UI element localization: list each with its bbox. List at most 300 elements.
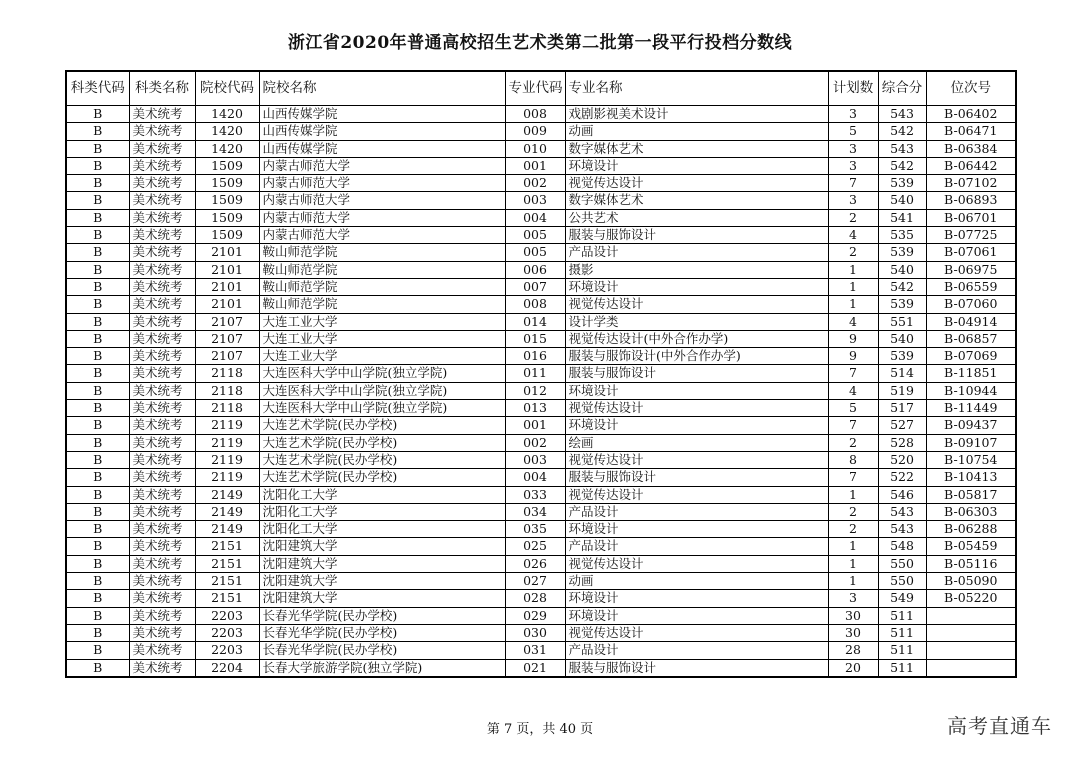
cell-rank-number: B-09107 (926, 434, 1016, 451)
cell-category-name: 美术统考 (129, 278, 195, 295)
cell-category-name: 美术统考 (129, 555, 195, 572)
cell-major-name: 产品设计 (565, 538, 828, 555)
cell-category-name: 美术统考 (129, 261, 195, 278)
cell-category-code: B (66, 417, 129, 434)
cell-plan-count: 5 (828, 123, 878, 140)
cell-composite-score: 543 (878, 503, 926, 520)
cell-school-name: 大连医科大学中山学院(独立学院) (259, 365, 505, 382)
cell-major-code: 027 (505, 573, 565, 590)
table-row (66, 157, 1016, 174)
cell-rank-number: B-06384 (926, 140, 1016, 157)
cell-plan-count: 7 (828, 469, 878, 486)
cell-category-code: B (66, 140, 129, 157)
cell-school-code: 1509 (195, 227, 259, 244)
cell-category-name: 美术统考 (129, 521, 195, 538)
cell-rank-number: B-06288 (926, 521, 1016, 538)
cell-category-name: 美术统考 (129, 209, 195, 226)
cell-major-code: 029 (505, 607, 565, 624)
cell-major-code: 035 (505, 521, 565, 538)
cell-plan-count: 1 (828, 278, 878, 295)
cell-school-name: 长春大学旅游学院(独立学院) (259, 659, 505, 677)
cell-school-name: 沈阳化工大学 (259, 521, 505, 538)
cell-major-name: 环境设计 (565, 417, 828, 434)
cell-composite-score: 551 (878, 313, 926, 330)
cell-category-code: B (66, 607, 129, 624)
cell-rank-number: B-05459 (926, 538, 1016, 555)
cell-rank-number: B-07069 (926, 348, 1016, 365)
cell-school-name: 沈阳化工大学 (259, 486, 505, 503)
table-row (66, 469, 1016, 486)
header-composite-score: 综合分 (878, 71, 926, 106)
cell-category-code: B (66, 434, 129, 451)
cell-school-name: 鞍山师范学院 (259, 244, 505, 261)
cell-plan-count: 1 (828, 538, 878, 555)
cell-category-name: 美术统考 (129, 330, 195, 347)
cell-school-name: 沈阳化工大学 (259, 503, 505, 520)
cell-plan-count: 2 (828, 503, 878, 520)
cell-major-code: 005 (505, 227, 565, 244)
cell-category-name: 美术统考 (129, 538, 195, 555)
page-number: 第 7 页，共 40 页 (486, 722, 594, 737)
cell-composite-score: 535 (878, 227, 926, 244)
table-row (66, 382, 1016, 399)
cell-category-code: B (66, 573, 129, 590)
cell-plan-count: 2 (828, 209, 878, 226)
cell-school-code: 2151 (195, 573, 259, 590)
cell-school-name: 大连工业大学 (259, 348, 505, 365)
table-row (66, 607, 1016, 624)
cell-school-code: 2203 (195, 624, 259, 641)
cell-major-code: 014 (505, 313, 565, 330)
cell-school-name: 内蒙古师范大学 (259, 175, 505, 192)
cell-school-code: 2203 (195, 607, 259, 624)
cell-major-name: 环境设计 (565, 590, 828, 607)
cell-school-name: 大连工业大学 (259, 313, 505, 330)
cell-major-name: 视觉传达设计 (565, 400, 828, 417)
cell-major-name: 视觉传达设计 (565, 486, 828, 503)
cell-school-name: 大连艺术学院(民办学校) (259, 434, 505, 451)
table-row (66, 503, 1016, 520)
cell-plan-count: 5 (828, 400, 878, 417)
cell-plan-count: 9 (828, 348, 878, 365)
cell-major-code: 011 (505, 365, 565, 382)
cell-composite-score: 542 (878, 157, 926, 174)
table-row (66, 278, 1016, 295)
cell-category-code: B (66, 244, 129, 261)
cell-major-name: 戏剧影视美术设计 (565, 106, 828, 123)
cell-school-name: 沈阳建筑大学 (259, 590, 505, 607)
cell-major-code: 001 (505, 157, 565, 174)
cell-school-code: 1420 (195, 106, 259, 123)
cell-school-name: 大连艺术学院(民办学校) (259, 451, 505, 468)
cell-school-name: 大连医科大学中山学院(独立学院) (259, 400, 505, 417)
cell-rank-number (926, 607, 1016, 624)
cell-plan-count: 8 (828, 451, 878, 468)
cell-category-code: B (66, 209, 129, 226)
cell-major-code: 007 (505, 278, 565, 295)
watermark-text: 高考直通车 (947, 714, 1052, 738)
table-row (66, 192, 1016, 209)
cell-plan-count: 1 (828, 486, 878, 503)
cell-category-name: 美术统考 (129, 365, 195, 382)
cell-category-code: B (66, 157, 129, 174)
cell-major-name: 视觉传达设计 (565, 451, 828, 468)
cell-school-name: 鞍山师范学院 (259, 278, 505, 295)
cell-rank-number: B-06303 (926, 503, 1016, 520)
cell-school-name: 大连医科大学中山学院(独立学院) (259, 382, 505, 399)
header-major-code: 专业代码 (505, 71, 565, 106)
cell-composite-score: 522 (878, 469, 926, 486)
cell-composite-score: 546 (878, 486, 926, 503)
cell-plan-count: 1 (828, 573, 878, 590)
cell-rank-number: B-07725 (926, 227, 1016, 244)
table-header-row (66, 71, 1016, 106)
cell-major-name: 环境设计 (565, 278, 828, 295)
table-row (66, 486, 1016, 503)
cell-composite-score: 540 (878, 192, 926, 209)
header-school-code: 院校代码 (195, 71, 259, 106)
cell-school-code: 2101 (195, 261, 259, 278)
header-category-code: 科类代码 (66, 71, 129, 106)
cell-plan-count: 4 (828, 313, 878, 330)
cell-major-code: 025 (505, 538, 565, 555)
cell-plan-count: 4 (828, 382, 878, 399)
cell-school-name: 长春光华学院(民办学校) (259, 642, 505, 659)
cell-rank-number (926, 624, 1016, 641)
cell-major-name: 视觉传达设计 (565, 555, 828, 572)
cell-rank-number: B-06975 (926, 261, 1016, 278)
cell-category-code: B (66, 123, 129, 140)
table-row (66, 244, 1016, 261)
cell-school-code: 2151 (195, 590, 259, 607)
cell-major-name: 环境设计 (565, 521, 828, 538)
cell-category-code: B (66, 296, 129, 313)
cell-category-name: 美术统考 (129, 642, 195, 659)
cell-composite-score: 528 (878, 434, 926, 451)
cell-plan-count: 7 (828, 175, 878, 192)
cell-rank-number: B-07061 (926, 244, 1016, 261)
table-row (66, 434, 1016, 451)
cell-major-name: 产品设计 (565, 642, 828, 659)
cell-rank-number (926, 642, 1016, 659)
cell-composite-score: 543 (878, 140, 926, 157)
cell-composite-score: 520 (878, 451, 926, 468)
cell-major-code: 031 (505, 642, 565, 659)
cell-major-code: 004 (505, 209, 565, 226)
cell-school-code: 1420 (195, 140, 259, 157)
cell-rank-number: B-06442 (926, 157, 1016, 174)
cell-school-code: 2119 (195, 434, 259, 451)
table-row (66, 451, 1016, 468)
cell-school-name: 山西传媒学院 (259, 140, 505, 157)
cell-composite-score: 527 (878, 417, 926, 434)
cell-school-name: 山西传媒学院 (259, 106, 505, 123)
cell-major-code: 002 (505, 434, 565, 451)
cell-major-name: 环境设计 (565, 607, 828, 624)
header-major-name: 专业名称 (565, 71, 828, 106)
cell-major-code: 006 (505, 261, 565, 278)
cell-school-code: 2101 (195, 244, 259, 261)
cell-category-name: 美术统考 (129, 106, 195, 123)
cell-category-code: B (66, 261, 129, 278)
table-body (66, 106, 1016, 677)
cell-school-name: 鞍山师范学院 (259, 296, 505, 313)
cell-major-name: 摄影 (565, 261, 828, 278)
cell-plan-count: 3 (828, 157, 878, 174)
cell-major-code: 008 (505, 296, 565, 313)
cell-school-code: 2118 (195, 400, 259, 417)
cell-category-name: 美术统考 (129, 469, 195, 486)
cell-category-code: B (66, 278, 129, 295)
cell-major-code: 033 (505, 486, 565, 503)
cell-school-name: 内蒙古师范大学 (259, 227, 505, 244)
cell-rank-number: B-06402 (926, 106, 1016, 123)
cell-composite-score: 539 (878, 244, 926, 261)
cell-major-name: 动画 (565, 573, 828, 590)
cell-category-name: 美术统考 (129, 400, 195, 417)
cell-composite-score: 548 (878, 538, 926, 555)
cell-school-name: 内蒙古师范大学 (259, 209, 505, 226)
cell-plan-count: 3 (828, 106, 878, 123)
cell-school-name: 沈阳建筑大学 (259, 573, 505, 590)
cell-category-name: 美术统考 (129, 503, 195, 520)
cell-major-code: 026 (505, 555, 565, 572)
cell-school-code: 2107 (195, 348, 259, 365)
cell-major-code: 028 (505, 590, 565, 607)
cell-composite-score: 539 (878, 296, 926, 313)
cell-composite-score: 511 (878, 659, 926, 677)
cell-major-code: 005 (505, 244, 565, 261)
cell-rank-number: B-06559 (926, 278, 1016, 295)
table-row (66, 555, 1016, 572)
cell-major-name: 视觉传达设计 (565, 296, 828, 313)
cell-school-name: 长春光华学院(民办学校) (259, 607, 505, 624)
cell-major-name: 动画 (565, 123, 828, 140)
cell-rank-number: B-06471 (926, 123, 1016, 140)
cell-major-name: 环境设计 (565, 157, 828, 174)
cell-category-name: 美术统考 (129, 157, 195, 174)
table-row (66, 624, 1016, 641)
cell-major-name: 服装与服饰设计(中外合作办学) (565, 348, 828, 365)
cell-school-name: 鞍山师范学院 (259, 261, 505, 278)
cell-school-name: 大连工业大学 (259, 330, 505, 347)
cell-rank-number: B-07102 (926, 175, 1016, 192)
cell-composite-score: 550 (878, 555, 926, 572)
cell-plan-count: 30 (828, 624, 878, 641)
cell-composite-score: 542 (878, 123, 926, 140)
cell-school-name: 大连艺术学院(民办学校) (259, 469, 505, 486)
cell-major-name: 数字媒体艺术 (565, 140, 828, 157)
cell-category-name: 美术统考 (129, 296, 195, 313)
table-row (66, 573, 1016, 590)
cell-category-code: B (66, 521, 129, 538)
table-row (66, 348, 1016, 365)
cell-composite-score: 550 (878, 573, 926, 590)
cell-school-name: 内蒙古师范大学 (259, 157, 505, 174)
cell-composite-score: 539 (878, 175, 926, 192)
cell-school-code: 2119 (195, 469, 259, 486)
cell-rank-number: B-05220 (926, 590, 1016, 607)
table-row (66, 659, 1016, 677)
cell-category-name: 美术统考 (129, 451, 195, 468)
header-school-name: 院校名称 (259, 71, 505, 106)
cell-major-name: 视觉传达设计 (565, 624, 828, 641)
cell-category-code: B (66, 400, 129, 417)
cell-plan-count: 1 (828, 261, 878, 278)
cell-school-code: 2151 (195, 555, 259, 572)
table-row (66, 313, 1016, 330)
cell-category-code: B (66, 642, 129, 659)
cell-category-name: 美术统考 (129, 486, 195, 503)
cell-school-code: 2151 (195, 538, 259, 555)
table-row (66, 106, 1016, 123)
cell-plan-count: 2 (828, 434, 878, 451)
cell-rank-number: B-10413 (926, 469, 1016, 486)
cell-school-code: 2119 (195, 451, 259, 468)
cell-school-code: 1420 (195, 123, 259, 140)
cell-category-name: 美术统考 (129, 313, 195, 330)
table-row (66, 175, 1016, 192)
cell-rank-number: B-05817 (926, 486, 1016, 503)
cell-composite-score: 542 (878, 278, 926, 295)
cell-category-name: 美术统考 (129, 227, 195, 244)
cell-composite-score: 511 (878, 642, 926, 659)
cell-major-name: 设计学类 (565, 313, 828, 330)
cell-plan-count: 7 (828, 365, 878, 382)
cell-composite-score: 541 (878, 209, 926, 226)
cell-category-code: B (66, 451, 129, 468)
cell-school-code: 1509 (195, 192, 259, 209)
cell-rank-number: B-10754 (926, 451, 1016, 468)
cell-school-code: 2149 (195, 486, 259, 503)
cell-composite-score: 517 (878, 400, 926, 417)
cell-composite-score: 514 (878, 365, 926, 382)
cell-category-name: 美术统考 (129, 417, 195, 434)
cell-major-code: 015 (505, 330, 565, 347)
cell-category-code: B (66, 313, 129, 330)
cell-category-name: 美术统考 (129, 382, 195, 399)
cell-composite-score: 543 (878, 521, 926, 538)
cell-category-name: 美术统考 (129, 123, 195, 140)
cell-major-name: 服装与服饰设计 (565, 469, 828, 486)
cell-category-name: 美术统考 (129, 175, 195, 192)
cell-rank-number: B-07060 (926, 296, 1016, 313)
cell-composite-score: 519 (878, 382, 926, 399)
cell-major-code: 003 (505, 192, 565, 209)
cell-plan-count: 3 (828, 140, 878, 157)
cell-composite-score: 511 (878, 624, 926, 641)
cell-category-name: 美术统考 (129, 607, 195, 624)
cell-major-name: 产品设计 (565, 244, 828, 261)
cell-major-code: 021 (505, 659, 565, 677)
cell-rank-number: B-06701 (926, 209, 1016, 226)
cell-category-code: B (66, 175, 129, 192)
cell-plan-count: 1 (828, 296, 878, 313)
cell-plan-count: 2 (828, 521, 878, 538)
cell-rank-number (926, 659, 1016, 677)
cell-school-code: 1509 (195, 157, 259, 174)
cell-category-code: B (66, 555, 129, 572)
cell-composite-score: 549 (878, 590, 926, 607)
cell-rank-number: B-06893 (926, 192, 1016, 209)
cell-major-code: 012 (505, 382, 565, 399)
cell-rank-number: B-10944 (926, 382, 1016, 399)
table-row (66, 538, 1016, 555)
cell-composite-score: 540 (878, 261, 926, 278)
cell-plan-count: 9 (828, 330, 878, 347)
cell-category-name: 美术统考 (129, 140, 195, 157)
cell-composite-score: 511 (878, 607, 926, 624)
cell-category-code: B (66, 486, 129, 503)
cell-school-name: 大连艺术学院(民办学校) (259, 417, 505, 434)
cell-category-code: B (66, 330, 129, 347)
cell-rank-number: B-09437 (926, 417, 1016, 434)
cell-category-code: B (66, 469, 129, 486)
cell-school-name: 沈阳建筑大学 (259, 538, 505, 555)
cell-school-code: 2204 (195, 659, 259, 677)
cell-plan-count: 2 (828, 244, 878, 261)
table-row (66, 400, 1016, 417)
cell-major-code: 004 (505, 469, 565, 486)
cell-major-code: 008 (505, 106, 565, 123)
table-row (66, 123, 1016, 140)
cell-rank-number: B-05116 (926, 555, 1016, 572)
cell-category-name: 美术统考 (129, 434, 195, 451)
document-title: 浙江省2020年普通高校招生艺术类第二批第一段平行投档分数线 (287, 33, 793, 53)
cell-major-code: 010 (505, 140, 565, 157)
cell-school-code: 2107 (195, 313, 259, 330)
cell-major-name: 绘画 (565, 434, 828, 451)
cell-category-code: B (66, 659, 129, 677)
cell-school-code: 1509 (195, 209, 259, 226)
cell-major-name: 视觉传达设计(中外合作办学) (565, 330, 828, 347)
cell-category-name: 美术统考 (129, 244, 195, 261)
cell-school-name: 内蒙古师范大学 (259, 192, 505, 209)
cell-category-name: 美术统考 (129, 590, 195, 607)
cell-category-code: B (66, 538, 129, 555)
table-row (66, 140, 1016, 157)
cell-composite-score: 539 (878, 348, 926, 365)
header-plan-count: 计划数 (828, 71, 878, 106)
table-row (66, 365, 1016, 382)
cell-category-code: B (66, 590, 129, 607)
cell-category-name: 美术统考 (129, 573, 195, 590)
table-row (66, 209, 1016, 226)
cell-plan-count: 1 (828, 555, 878, 572)
header-category-name: 科类名称 (129, 71, 195, 106)
cell-school-code: 1509 (195, 175, 259, 192)
cell-plan-count: 3 (828, 192, 878, 209)
cell-school-code: 2149 (195, 503, 259, 520)
cell-rank-number: B-11851 (926, 365, 1016, 382)
cell-school-name: 沈阳建筑大学 (259, 555, 505, 572)
cell-major-name: 环境设计 (565, 382, 828, 399)
cell-category-code: B (66, 382, 129, 399)
cell-major-code: 009 (505, 123, 565, 140)
cell-plan-count: 7 (828, 417, 878, 434)
cell-school-name: 山西传媒学院 (259, 123, 505, 140)
table-row (66, 330, 1016, 347)
cell-category-code: B (66, 365, 129, 382)
cell-major-name: 视觉传达设计 (565, 175, 828, 192)
cell-school-name: 长春光华学院(民办学校) (259, 624, 505, 641)
cell-major-code: 003 (505, 451, 565, 468)
admission-score-table (65, 70, 1017, 678)
cell-school-code: 2203 (195, 642, 259, 659)
cell-category-name: 美术统考 (129, 348, 195, 365)
table-row (66, 261, 1016, 278)
cell-school-code: 2119 (195, 417, 259, 434)
